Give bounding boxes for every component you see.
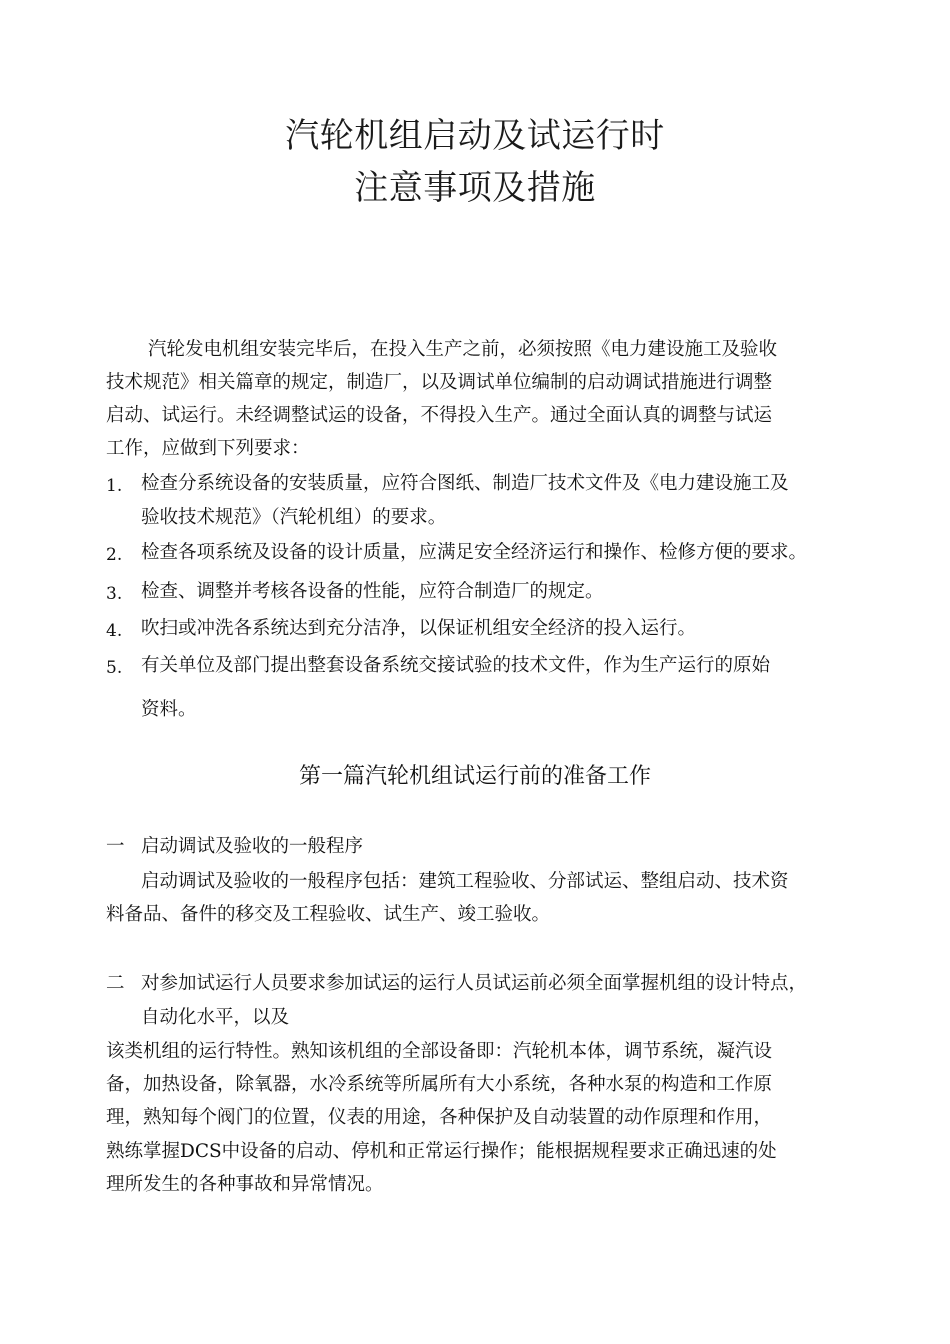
section-body-line: 启动调试及验收的一般程序包括：建筑工程验收、分部试运、整组启动、技术资 (141, 871, 789, 892)
requirement-number: 1. (106, 476, 123, 496)
intro-line-2: 技术规范》相关篇章的规定，制造厂，以及调试单位编制的启动调试措施进行调整 (106, 372, 773, 393)
requirement-number: 4. (106, 621, 123, 641)
requirement-text: 资料。 (141, 699, 197, 720)
intro-line-4: 工作，应做到下列要求： (106, 438, 310, 459)
document-title-line1: 汽轮机组启动及试运行时 (285, 116, 665, 156)
requirement-text: 检查、调整并考核各设备的性能，应符合制造厂的规定。 (141, 581, 604, 602)
requirement-text: 检查各项系统及设备的设计质量，应满足安全经济运行和操作、检修方便的要求。 (141, 542, 808, 563)
section-body-line: 料备品、备件的移交及工程验收、试生产、竣工验收。 (106, 904, 551, 925)
requirement-text: 有关单位及部门提出整套设备系统交接试验的技术文件，作为生产运行的原始 (141, 655, 771, 676)
section-body-line: 熟练掌握DCS中设备的启动、停机和正常运行操作；能根据规程要求正确迅速的处 (106, 1141, 777, 1162)
section-body-line: 理所发生的各种事故和异常情况。 (106, 1174, 384, 1195)
requirement-text: 检查分系统设备的安装质量，应符合图纸、制造厂技术文件及《电力建设施工及 (141, 473, 789, 494)
section-body-line: 理，熟知每个阀门的位置，仪表的用途，各种保护及自动装置的动作原理和作用， (106, 1107, 773, 1128)
section-title: 启动调试及验收的一般程序 (141, 836, 364, 857)
section-number: 二 (106, 973, 125, 994)
requirement-number: 5. (106, 658, 123, 678)
section-body-line: 备，加热设备，除氧器，水冷系统等所属所有大小系统，各种水泵的构造和工作原 (106, 1074, 773, 1095)
requirement-number: 2. (106, 545, 123, 565)
part-heading: 第一篇汽轮机组试运行前的准备工作 (298, 764, 651, 789)
section-body-line: 该类机组的运行特性。熟知该机组的全部设备即：汽轮机本体，调节系统，凝汽设 (106, 1041, 773, 1062)
section-title: 对参加试运行人员要求参加试运的运行人员试运前必须全面掌握机组的设计特点， (141, 973, 808, 994)
requirement-text: 验收技术规范》（汽轮机组）的要求。 (141, 507, 447, 528)
requirement-number: 3. (106, 584, 123, 604)
intro-line-3: 启动、试运行。未经调整试运的设备，不得投入生产。通过全面认真的调整与试运 (106, 405, 773, 426)
document-title-line2: 注意事项及措施 (354, 168, 596, 208)
requirement-text: 吹扫或冲洗各系统达到充分洁净，以保证机组安全经济的投入运行。 (141, 618, 697, 639)
section-title: 自动化水平，以及 (141, 1007, 290, 1028)
intro-line-1: 汽轮发电机组安装完毕后，在投入生产之前，必须按照《电力建设施工及验收 (148, 339, 778, 360)
section-number: 一 (106, 836, 125, 857)
